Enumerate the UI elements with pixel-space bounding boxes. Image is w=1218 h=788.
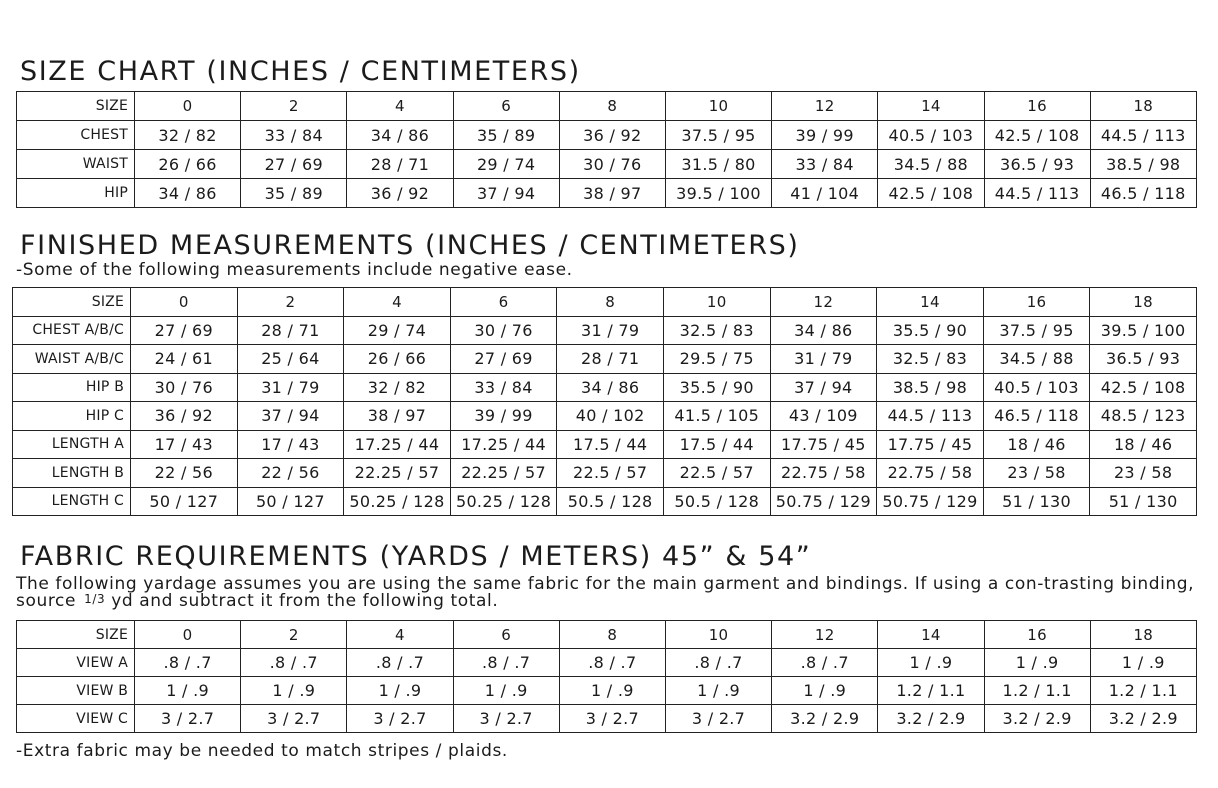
table-cell: 50 / 127	[131, 487, 238, 516]
table-cell: 22.5 / 57	[663, 459, 770, 488]
table-cell: 50.5 / 128	[663, 487, 770, 516]
table-cell: 17.75 / 45	[770, 430, 877, 459]
table-cell: 1 / .9	[772, 677, 878, 705]
table-cell: 31 / 79	[557, 316, 664, 345]
row-label: VIEW B	[17, 677, 135, 705]
size-column-header: 14	[877, 288, 984, 317]
table-cell: 33 / 84	[772, 150, 878, 179]
fabric-requirements-note	[16, 576, 1206, 610]
table-row	[17, 179, 1197, 208]
table-cell: 3.2 / 2.9	[878, 705, 984, 733]
table-cell: 34 / 86	[135, 179, 241, 208]
table-cell: 30 / 76	[450, 316, 557, 345]
table-cell: 40.5 / 103	[983, 373, 1090, 402]
table-cell: 33 / 84	[450, 373, 557, 402]
table-cell: 22.25 / 57	[344, 459, 451, 488]
size-column-header: 12	[772, 621, 878, 649]
table-cell: 1 / .9	[665, 677, 771, 705]
size-header-label: SIZE	[17, 621, 135, 649]
table-cell: 40.5 / 103	[878, 121, 984, 150]
row-label: LENGTH A	[13, 430, 131, 459]
table-cell: 23 / 58	[1090, 459, 1197, 488]
row-label: VIEW A	[17, 649, 135, 677]
fabric-note-after: yd and subtract it from the following total.	[111, 591, 499, 611]
table-cell: 29 / 74	[453, 150, 559, 179]
size-column-header: 4	[347, 92, 453, 121]
table-cell: 50.25 / 128	[344, 487, 451, 516]
table-cell: 3 / 2.7	[665, 705, 771, 733]
table-cell: 26 / 66	[344, 345, 451, 374]
table-cell: 50 / 127	[237, 487, 344, 516]
table-cell: 22.75 / 58	[877, 459, 984, 488]
size-header-label: SIZE	[17, 92, 135, 121]
size-column-header: 16	[983, 288, 1090, 317]
size-column-header: 6	[450, 288, 557, 317]
table-row	[13, 345, 1197, 374]
table-cell: 17.5 / 44	[557, 430, 664, 459]
table-cell: 40 / 102	[557, 402, 664, 431]
table-cell: 36 / 92	[131, 402, 238, 431]
table-cell: 39.5 / 100	[1090, 316, 1197, 345]
table-cell: 31 / 79	[237, 373, 344, 402]
table-cell: 27 / 69	[450, 345, 557, 374]
table-cell: 37 / 94	[237, 402, 344, 431]
table-cell: 35.5 / 90	[663, 373, 770, 402]
table-cell: 42.5 / 108	[878, 179, 984, 208]
table-cell: 50.25 / 128	[450, 487, 557, 516]
fabric-requirements-table	[16, 620, 1197, 733]
size-column-header: 10	[665, 621, 771, 649]
size-column-header: 18	[1090, 621, 1196, 649]
table-cell: 32.5 / 83	[877, 345, 984, 374]
size-column-header: 14	[878, 621, 984, 649]
size-column-header: 6	[453, 621, 559, 649]
table-row	[13, 459, 1197, 488]
row-label: WAIST A/B/C	[13, 345, 131, 374]
table-cell: 41 / 104	[772, 179, 878, 208]
table-cell: 38 / 97	[559, 179, 665, 208]
fabric-footer-note: -Extra fabric may be needed to match stripes / plaids.	[16, 741, 508, 761]
table-cell: 34.5 / 88	[878, 150, 984, 179]
size-column-header: 18	[1090, 288, 1197, 317]
finished-measurements-table	[12, 287, 1197, 516]
table-cell: 36 / 92	[347, 179, 453, 208]
size-column-header: 18	[1090, 92, 1196, 121]
table-cell: 1 / .9	[559, 677, 665, 705]
table-cell: 27 / 69	[131, 316, 238, 345]
table-cell: 38.5 / 98	[877, 373, 984, 402]
table-cell: .8 / .7	[347, 649, 453, 677]
fabric-requirements-title: FABRIC REQUIREMENTS (YARDS / METERS) 45” & 54”	[20, 541, 812, 572]
table-cell: 1 / .9	[347, 677, 453, 705]
table-cell: 41.5 / 105	[663, 402, 770, 431]
table-cell: 50.75 / 129	[877, 487, 984, 516]
size-column-header: 2	[241, 92, 347, 121]
table-cell: 50.5 / 128	[557, 487, 664, 516]
size-header-label: SIZE	[13, 288, 131, 317]
table-cell: 37 / 94	[770, 373, 877, 402]
size-column-header: 10	[663, 288, 770, 317]
table-cell: 18 / 46	[1090, 430, 1197, 459]
table-cell: 3 / 2.7	[559, 705, 665, 733]
row-label: WAIST	[17, 150, 135, 179]
table-cell: 36.5 / 93	[1090, 345, 1197, 374]
row-label: CHEST	[17, 121, 135, 150]
table-cell: 48.5 / 123	[1090, 402, 1197, 431]
table-cell: 31.5 / 80	[665, 150, 771, 179]
table-cell: 17.25 / 44	[450, 430, 557, 459]
size-column-header: 4	[344, 288, 451, 317]
size-column-header: 14	[878, 92, 984, 121]
table-cell: 30 / 76	[131, 373, 238, 402]
table-cell: 35 / 89	[453, 121, 559, 150]
table-cell: .8 / .7	[453, 649, 559, 677]
size-column-header: 0	[131, 288, 238, 317]
table-cell: 51 / 130	[1090, 487, 1197, 516]
size-chart-title: SIZE CHART (INCHES / CENTIMETERS)	[20, 56, 581, 87]
size-header-row	[17, 92, 1197, 121]
table-cell: 1.2 / 1.1	[878, 677, 984, 705]
table-cell: 28 / 71	[557, 345, 664, 374]
size-column-header: 16	[984, 621, 1090, 649]
table-cell: 29.5 / 75	[663, 345, 770, 374]
table-cell: 22.25 / 57	[450, 459, 557, 488]
table-row	[17, 677, 1197, 705]
size-column-header: 8	[559, 92, 665, 121]
table-row	[13, 402, 1197, 431]
size-column-header: 10	[665, 92, 771, 121]
table-cell: 17.75 / 45	[877, 430, 984, 459]
fabric-note-before: The following yardage assumes you are using the same fabric for the main garment and bindings. If using a con-trasting binding, source	[16, 574, 1195, 611]
table-cell: 28 / 71	[237, 316, 344, 345]
table-cell: 39.5 / 100	[665, 179, 771, 208]
table-cell: 34 / 86	[347, 121, 453, 150]
size-column-header: 2	[237, 288, 344, 317]
table-cell: 44.5 / 113	[1090, 121, 1196, 150]
table-cell: 1 / .9	[984, 649, 1090, 677]
table-cell: 3.2 / 2.9	[1090, 705, 1196, 733]
size-header-row	[17, 621, 1197, 649]
row-label: LENGTH B	[13, 459, 131, 488]
table-cell: 3.2 / 2.9	[984, 705, 1090, 733]
table-cell: 22.75 / 58	[770, 459, 877, 488]
table-cell: 24 / 61	[131, 345, 238, 374]
size-column-header: 16	[984, 92, 1090, 121]
table-cell: 22 / 56	[131, 459, 238, 488]
table-cell: 1 / .9	[453, 677, 559, 705]
table-cell: 3 / 2.7	[453, 705, 559, 733]
table-cell: 17.5 / 44	[663, 430, 770, 459]
table-cell: 35 / 89	[241, 179, 347, 208]
table-cell: .8 / .7	[772, 649, 878, 677]
size-column-header: 0	[135, 92, 241, 121]
size-column-header: 6	[453, 92, 559, 121]
table-cell: 32 / 82	[344, 373, 451, 402]
table-cell: 23 / 58	[983, 459, 1090, 488]
size-column-header: 8	[557, 288, 664, 317]
size-column-header: 0	[135, 621, 241, 649]
table-cell: 22 / 56	[237, 459, 344, 488]
table-cell: 32.5 / 83	[663, 316, 770, 345]
size-column-header: 12	[770, 288, 877, 317]
table-cell: .8 / .7	[665, 649, 771, 677]
table-cell: 38 / 97	[344, 402, 451, 431]
table-cell: 39 / 99	[450, 402, 557, 431]
row-label: HIP	[17, 179, 135, 208]
table-cell: 18 / 46	[983, 430, 1090, 459]
table-cell: 44.5 / 113	[877, 402, 984, 431]
table-row	[13, 373, 1197, 402]
table-cell: 31 / 79	[770, 345, 877, 374]
table-cell: 42.5 / 108	[1090, 373, 1197, 402]
table-cell: 39 / 99	[772, 121, 878, 150]
finished-measurements-title: FINISHED MEASUREMENTS (INCHES / CENTIMETERS)	[20, 230, 800, 261]
table-cell: 22.5 / 57	[557, 459, 664, 488]
table-cell: 25 / 64	[237, 345, 344, 374]
table-cell: 34.5 / 88	[983, 345, 1090, 374]
table-cell: 43 / 109	[770, 402, 877, 431]
row-label: HIP B	[13, 373, 131, 402]
table-cell: 1.2 / 1.1	[984, 677, 1090, 705]
table-cell: 1 / .9	[241, 677, 347, 705]
table-cell: .8 / .7	[135, 649, 241, 677]
fabric-note-fraction: 1/3	[84, 592, 106, 606]
table-row	[17, 649, 1197, 677]
table-cell: 34 / 86	[557, 373, 664, 402]
size-column-header: 8	[559, 621, 665, 649]
finished-measurements-note: -Some of the following measurements include negative ease.	[16, 260, 573, 280]
table-cell: 37 / 94	[453, 179, 559, 208]
table-cell: 33 / 84	[241, 121, 347, 150]
table-cell: 36 / 92	[559, 121, 665, 150]
table-cell: 44.5 / 113	[984, 179, 1090, 208]
size-column-header: 12	[772, 92, 878, 121]
table-cell: 34 / 86	[770, 316, 877, 345]
table-cell: 30 / 76	[559, 150, 665, 179]
table-cell: 50.75 / 129	[770, 487, 877, 516]
row-label: LENGTH C	[13, 487, 131, 516]
row-label: HIP C	[13, 402, 131, 431]
table-cell: 17 / 43	[237, 430, 344, 459]
table-row	[17, 121, 1197, 150]
table-cell: 46.5 / 118	[983, 402, 1090, 431]
table-cell: 51 / 130	[983, 487, 1090, 516]
table-cell: 17.25 / 44	[344, 430, 451, 459]
size-header-row	[13, 288, 1197, 317]
table-cell: 28 / 71	[347, 150, 453, 179]
table-cell: .8 / .7	[559, 649, 665, 677]
table-cell: 3 / 2.7	[135, 705, 241, 733]
table-row	[13, 487, 1197, 516]
size-chart-table	[16, 91, 1197, 208]
size-column-header: 2	[241, 621, 347, 649]
table-cell: 3.2 / 2.9	[772, 705, 878, 733]
row-label: CHEST A/B/C	[13, 316, 131, 345]
table-cell: 1.2 / 1.1	[1090, 677, 1196, 705]
table-cell: 1 / .9	[1090, 649, 1196, 677]
table-cell: .8 / .7	[241, 649, 347, 677]
table-cell: 17 / 43	[131, 430, 238, 459]
row-label: VIEW C	[17, 705, 135, 733]
table-row	[17, 705, 1197, 733]
table-row	[13, 316, 1197, 345]
table-cell: 37.5 / 95	[665, 121, 771, 150]
table-cell: 29 / 74	[344, 316, 451, 345]
table-cell: 37.5 / 95	[983, 316, 1090, 345]
table-cell: 26 / 66	[135, 150, 241, 179]
size-column-header: 4	[347, 621, 453, 649]
table-cell: 32 / 82	[135, 121, 241, 150]
table-cell: 27 / 69	[241, 150, 347, 179]
table-cell: 36.5 / 93	[984, 150, 1090, 179]
table-cell: 3 / 2.7	[241, 705, 347, 733]
table-cell: 35.5 / 90	[877, 316, 984, 345]
table-cell: 3 / 2.7	[347, 705, 453, 733]
table-cell: 1 / .9	[878, 649, 984, 677]
table-cell: 46.5 / 118	[1090, 179, 1196, 208]
table-row	[17, 150, 1197, 179]
table-cell: 42.5 / 108	[984, 121, 1090, 150]
table-row	[13, 430, 1197, 459]
table-cell: 1 / .9	[135, 677, 241, 705]
table-cell: 38.5 / 98	[1090, 150, 1196, 179]
